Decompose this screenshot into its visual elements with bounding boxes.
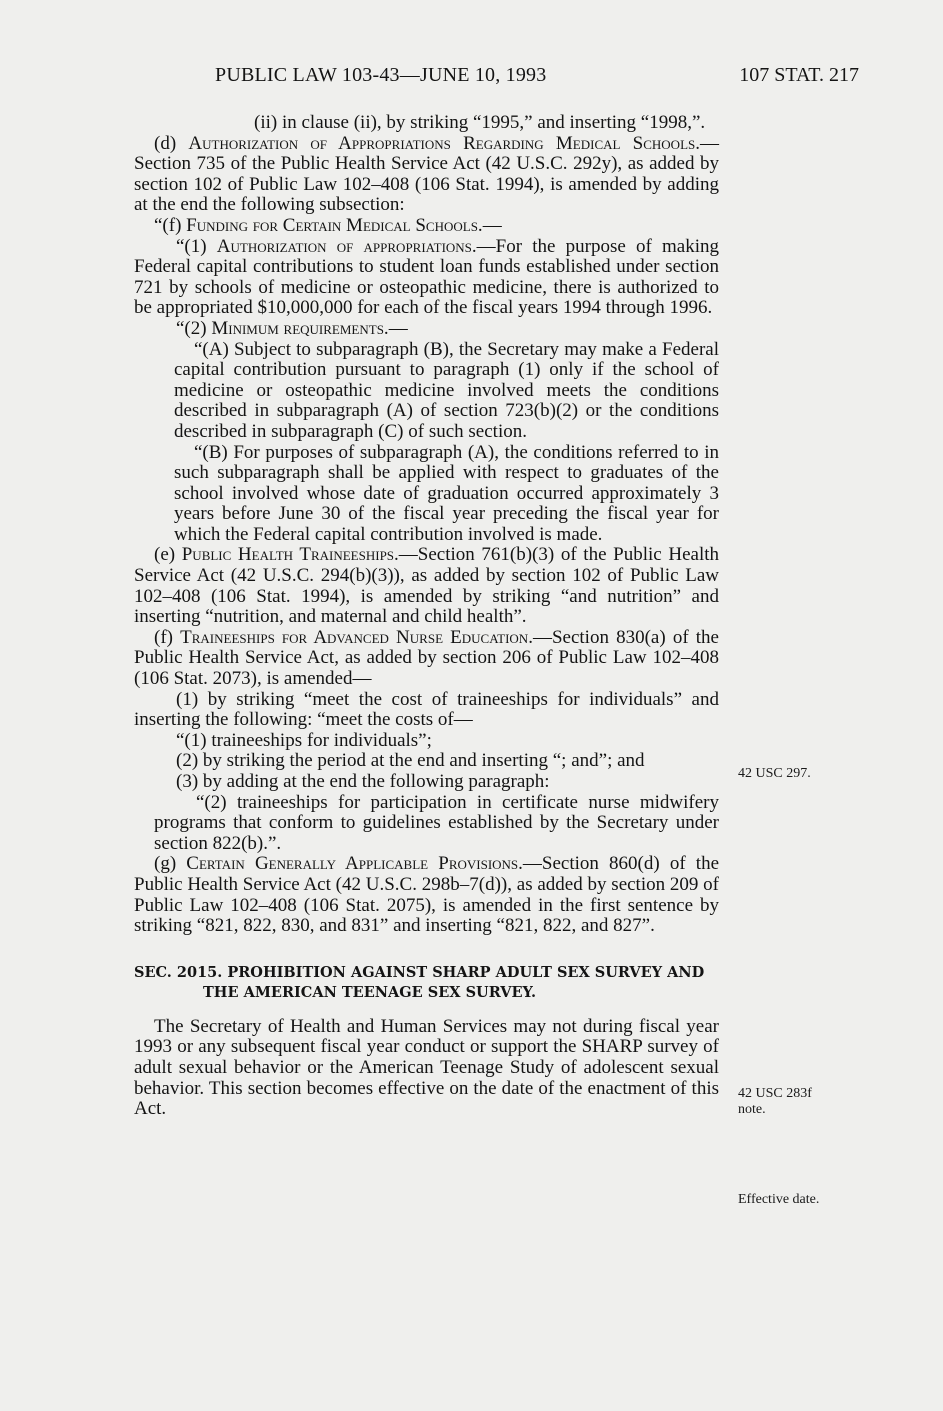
subsection-f-funding: “(f) Funding for Certain Medical Schools.—	[154, 214, 502, 236]
margin-note-effective-date: Effective date.	[738, 1192, 820, 1207]
subsection-e: (e) Public Health Traineeships.—Section 761(b)(3) of the Public Health Service Act (42 U.S.C. 294(b)(3)), as added by section 102 of Public Law 102–408 (106 Stat. 1994), is amended by striking “and nutrition” and inserting “nutrition, and maternal and child health”.	[134, 544, 719, 628]
section-2015-text: The Secretary of Health and Human Services may not during fiscal year 1993 or any subsequent fiscal year conduct or support the SHARP survey of adult sexual behavior or the American Teenage Study of adolescent sexual behavior. This section becomes effective on the date of the enactment of this Act.	[134, 1015, 719, 1120]
clause-ii: (ii) in clause (ii), by striking “1995,” and inserting “1998,”.	[254, 112, 706, 133]
subsection-d: (d) Authorization of Appropriations Regarding Medical Schools.—Section 735 of the Public Health Service Act (42 U.S.C. 292y), as added by section 102 of Public Law 102–408 (106 Stat. 1994), is amended by adding at the end the following subsection:	[134, 132, 719, 216]
subsection-f-heading: Traineeships for Advanced Nurse Education.	[180, 626, 533, 648]
subparagraph-A: “(A) Subject to subparagraph (B), the Secretary may make a Federal capital contribution pursuant to paragraph (1) only if the school of medicine or osteopathic medicine involved meets the conditions described in subparagraph (A) of section 723(b)(2) or the conditions described in subparagraph (C) of such section.	[174, 338, 719, 442]
paragraph-2: “(2) Minimum requirements.—	[176, 317, 408, 339]
subsection-f: (f) Traineeships for Advanced Nurse Education.—Section 830(a) of the Public Health Service Act, as added by section 206 of Public Law 102–408 (106 Stat. 2073), is amended—	[134, 626, 719, 690]
amendment-2: (2) by striking the period at the end and inserting “; and”; and	[176, 750, 645, 772]
subsection-g-heading: Certain Generally Applicable Provisions.	[186, 853, 523, 875]
paragraph-1-heading: Authorization of appropriations.	[216, 235, 477, 257]
section-2015-heading: SEC. 2015. PROHIBITION AGAINST SHARP ADULT SEX SURVEY AND THE AMERICAN TEENAGE SEX SURVEY.	[134, 963, 705, 1001]
amendment-1: (1) by striking “meet the cost of traineeships for individuals” and inserting the following: “meet the costs of—	[134, 688, 719, 731]
subsection-f-funding-heading: Funding for Certain Medical Schools.	[186, 214, 483, 236]
amendment-3: (3) by adding at the end the following paragraph:	[176, 771, 550, 792]
amendment-3-quote: “(2) traineeships for participation in certificate nurse midwifery programs that conform to guidelines established by the Secretary under section 822(b).”.	[154, 791, 719, 854]
paragraph-2-heading: Minimum requirements.	[211, 317, 389, 339]
subsection-e-heading: Public Health Traineeships.	[181, 544, 399, 566]
subsection-g: (g) Certain Generally Applicable Provisions.—Section 860(d) of the Public Health Service Act (42 U.S.C. 298b–7(d)), as added by section 209 of Public Law 102–408 (106 Stat. 2075), is amended in the first sentence by striking “821, 822, 830, and 831” and inserting “821, 822, and 827”.	[134, 853, 720, 937]
margin-note-42-usc-297: 42 USC 297.	[738, 766, 811, 781]
header-title: PUBLIC LAW 103-43—JUNE 10, 1993	[215, 64, 547, 86]
paragraph-1: “(1) Authorization of appropriations.—For the purpose of making Federal capital contributions to student loan funds established under section 721 by schools of medicine or osteopathic medicine, there is authorized to be appropriated $10,000,000 for each of the fiscal years 1994 through 1996.	[134, 235, 719, 319]
subsection-d-heading: Authorization of Appropriations Regarding Medical Schools.	[188, 132, 700, 154]
subparagraph-B: “(B) For purposes of subparagraph (A), the conditions referred to in such subparagraph shall be applied with respect to graduates of the school involved whose date of graduation occurred approximately 3 years before June 30 of the fiscal year preceding the fiscal year for which the Federal capital contribution involved is made.	[174, 441, 719, 545]
margin-note-42-usc-283f: 42 USC 283f note.	[738, 1086, 812, 1117]
body-text	[134, 113, 719, 1120]
running-header	[215, 64, 865, 94]
amendment-1-quote: “(1) traineeships for individuals”;	[176, 729, 432, 751]
header-stat-page: 107 STAT. 217	[739, 64, 859, 86]
